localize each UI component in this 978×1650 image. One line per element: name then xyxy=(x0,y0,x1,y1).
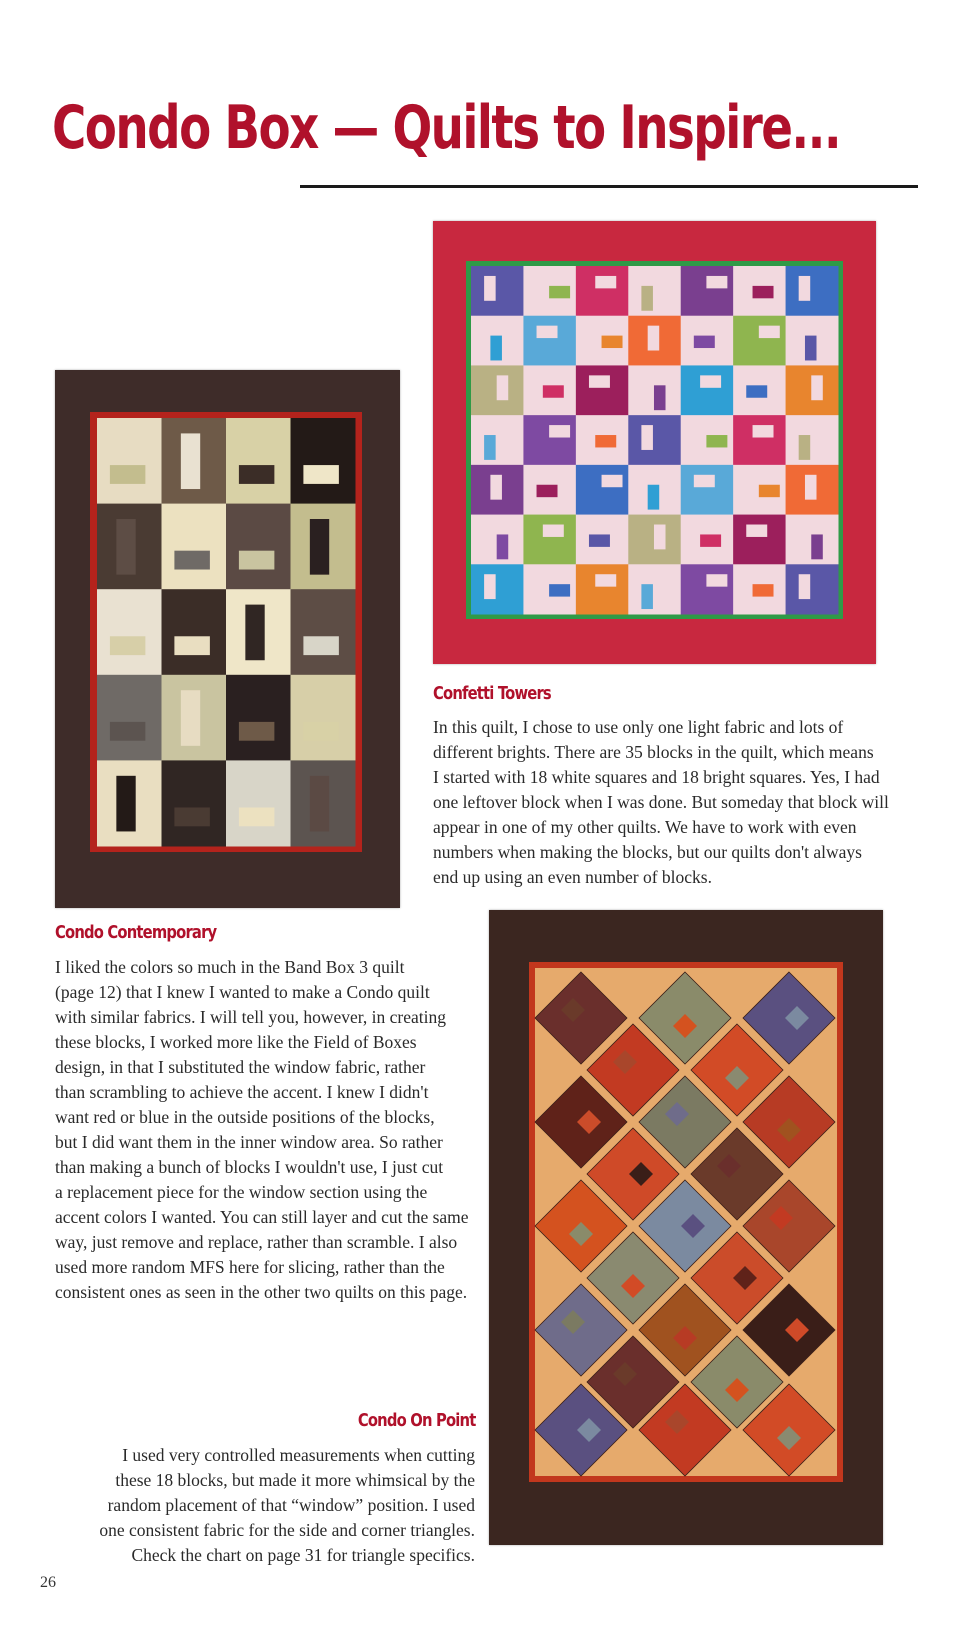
quilt-block xyxy=(523,415,576,465)
text-line: design, in that I substituted the window fabric, rather xyxy=(55,1057,426,1077)
block-window xyxy=(303,636,338,655)
quilt-block xyxy=(628,564,681,614)
quilt-block xyxy=(576,465,629,515)
block-window xyxy=(181,433,200,489)
text-line: a replacement piece for the window section using the xyxy=(55,1182,428,1202)
text-line: end up using an even number of blocks. xyxy=(433,867,712,887)
confetti-towers-heading: Confetti Towers xyxy=(433,683,551,704)
condo-on-point-quilt-image xyxy=(489,910,883,1545)
confetti-towers-quilt-image xyxy=(433,221,876,664)
block-window xyxy=(648,485,660,510)
block-window xyxy=(805,336,817,361)
text-line: different brights. There are 35 blocks in the quilt, which means xyxy=(433,742,874,762)
block-window xyxy=(110,722,145,741)
block-window xyxy=(759,326,780,338)
quilt-block xyxy=(97,418,162,504)
quilt-block xyxy=(97,589,162,675)
text-line: In this quilt, I chose to use only one light fabric and lots of xyxy=(433,717,844,737)
quilt-block xyxy=(226,675,291,761)
quilt-block xyxy=(628,266,681,316)
block-window xyxy=(641,584,653,609)
block-window xyxy=(116,776,135,832)
block-window xyxy=(181,690,200,746)
block-window xyxy=(799,574,811,599)
condo-contemporary-quilt-image xyxy=(55,370,400,908)
page-number: 26 xyxy=(40,1574,56,1591)
block-window xyxy=(537,326,558,338)
quilt-block xyxy=(681,365,734,415)
quilt-block xyxy=(576,266,629,316)
block-window xyxy=(310,519,329,575)
text-line: consistent ones as seen in the other two quilts on this page. xyxy=(55,1282,468,1302)
block-window xyxy=(549,425,570,437)
text-line: (page 12) that I knew I wanted to make a Condo quilt xyxy=(55,982,430,1002)
quilt-block xyxy=(97,675,162,761)
block-window xyxy=(110,636,145,655)
confetti-towers-quilt-photo xyxy=(433,221,876,664)
block-window xyxy=(490,336,502,361)
text-line: accent colors I wanted. You can still layer and cut the same xyxy=(55,1207,469,1227)
quilt-block xyxy=(162,589,227,675)
text-line: I started with 18 white squares and 18 bright squares. Yes, I had xyxy=(433,767,880,787)
block-window xyxy=(753,425,774,437)
block-window xyxy=(174,807,209,826)
quilt-block xyxy=(226,760,291,846)
quilt-block xyxy=(291,675,356,761)
block-window xyxy=(497,534,509,559)
condo-contemporary-description xyxy=(55,955,475,1305)
block-window xyxy=(484,574,496,599)
block-window xyxy=(811,375,823,400)
quilt-block xyxy=(523,515,576,565)
block-window xyxy=(799,435,811,460)
quilt-block xyxy=(576,365,629,415)
block-window xyxy=(543,525,564,537)
text-line: with similar fabrics. I will tell you, however, in creating xyxy=(55,1007,446,1027)
condo-contemporary-quilt-photo xyxy=(55,370,400,908)
block-window xyxy=(746,525,767,537)
quilt-block xyxy=(786,415,839,465)
block-window xyxy=(694,336,715,348)
block-window xyxy=(602,475,623,487)
quilt-block xyxy=(291,589,356,675)
block-window xyxy=(310,776,329,832)
block-window xyxy=(490,475,502,500)
block-window xyxy=(484,276,496,301)
text-line: than making a bunch of blocks I wouldn't use, I just cut xyxy=(55,1157,444,1177)
quilt-block xyxy=(471,266,524,316)
condo-on-point-description xyxy=(55,1443,475,1568)
block-window xyxy=(549,584,570,596)
condo-on-point-heading: Condo On Point xyxy=(357,1410,475,1431)
quilt-block xyxy=(733,515,786,565)
quilt-block xyxy=(733,415,786,465)
block-window xyxy=(239,465,274,484)
block-window xyxy=(746,385,767,397)
text-line: want red or blue in the outside positions of the blocks, xyxy=(55,1107,435,1127)
title-rule xyxy=(300,185,918,188)
quilt-block xyxy=(681,465,734,515)
quilt-block xyxy=(471,564,524,614)
text-line: random placement of that “window” position. I used xyxy=(107,1495,475,1515)
block-window xyxy=(174,636,209,655)
block-window xyxy=(245,605,264,661)
text-line: these 18 blocks, but made it more whimsical by the xyxy=(115,1470,475,1490)
block-window xyxy=(641,425,653,450)
confetti-towers-description xyxy=(433,715,893,890)
text-line: I used very controlled measurements when cutting xyxy=(122,1445,475,1465)
quilt-block xyxy=(162,760,227,846)
block-window xyxy=(641,286,653,311)
text-line: appear in one of my other quilts. We have to work with even xyxy=(433,817,857,837)
condo-contemporary-heading: Condo Contemporary xyxy=(55,922,217,943)
block-window xyxy=(654,525,666,550)
block-window xyxy=(700,375,721,387)
block-window xyxy=(116,519,135,575)
quilt-block xyxy=(471,415,524,465)
quilt-block xyxy=(291,418,356,504)
text-line: numbers when making the blocks, but our quilts don't always xyxy=(433,842,862,862)
quilt-block xyxy=(162,504,227,590)
block-window xyxy=(595,435,616,447)
block-window xyxy=(700,534,721,546)
block-window xyxy=(706,435,727,447)
block-window xyxy=(811,534,823,559)
quilt-block xyxy=(523,316,576,366)
block-window xyxy=(239,551,274,570)
block-window xyxy=(174,551,209,570)
block-window xyxy=(537,485,558,497)
block-window xyxy=(589,375,610,387)
quilt-block xyxy=(681,564,734,614)
text-line: one consistent fabric for the side and corner triangles. xyxy=(99,1520,475,1540)
text-line: one leftover block when I was done. But someday that block will xyxy=(433,792,889,812)
block-window xyxy=(753,584,774,596)
text-line: than scrambling to achieve the accent. I knew I didn't xyxy=(55,1082,429,1102)
block-window xyxy=(484,435,496,460)
block-window xyxy=(602,336,623,348)
block-window xyxy=(799,276,811,301)
block-window xyxy=(239,722,274,741)
block-window xyxy=(110,465,145,484)
quilt-block xyxy=(733,316,786,366)
block-window xyxy=(706,276,727,288)
block-window xyxy=(753,286,774,298)
block-window xyxy=(303,465,338,484)
quilt-block xyxy=(786,266,839,316)
text-line: but I did want them in the inner window area. So rather xyxy=(55,1132,443,1152)
text-line: these blocks, I worked more like the Field of Boxes xyxy=(55,1032,417,1052)
block-window xyxy=(654,385,666,410)
text-line: used more random MFS here for slicing, rather than the xyxy=(55,1257,445,1277)
condo-on-point-quilt-photo xyxy=(489,910,883,1545)
page-title: Condo Box — Quilts to Inspire... xyxy=(52,93,841,163)
block-window xyxy=(303,722,338,741)
quilt-block xyxy=(576,564,629,614)
quilt-block xyxy=(226,504,291,590)
block-window xyxy=(543,385,564,397)
block-window xyxy=(805,475,817,500)
text-line: way, just remove and replace, rather than scramble. I also xyxy=(55,1232,458,1252)
block-window xyxy=(239,807,274,826)
block-window xyxy=(648,326,660,351)
quilt-block xyxy=(681,266,734,316)
block-window xyxy=(589,534,610,546)
block-window xyxy=(497,375,509,400)
block-window xyxy=(549,286,570,298)
quilt-block xyxy=(226,418,291,504)
block-window xyxy=(706,574,727,586)
text-line: Check the chart on page 31 for triangle specifics. xyxy=(131,1545,475,1565)
block-window xyxy=(595,276,616,288)
quilt-block xyxy=(786,564,839,614)
text-line: I liked the colors so much in the Band Box 3 quilt xyxy=(55,957,405,977)
block-window xyxy=(595,574,616,586)
quilt-block xyxy=(628,415,681,465)
block-window xyxy=(759,485,780,497)
block-window xyxy=(694,475,715,487)
